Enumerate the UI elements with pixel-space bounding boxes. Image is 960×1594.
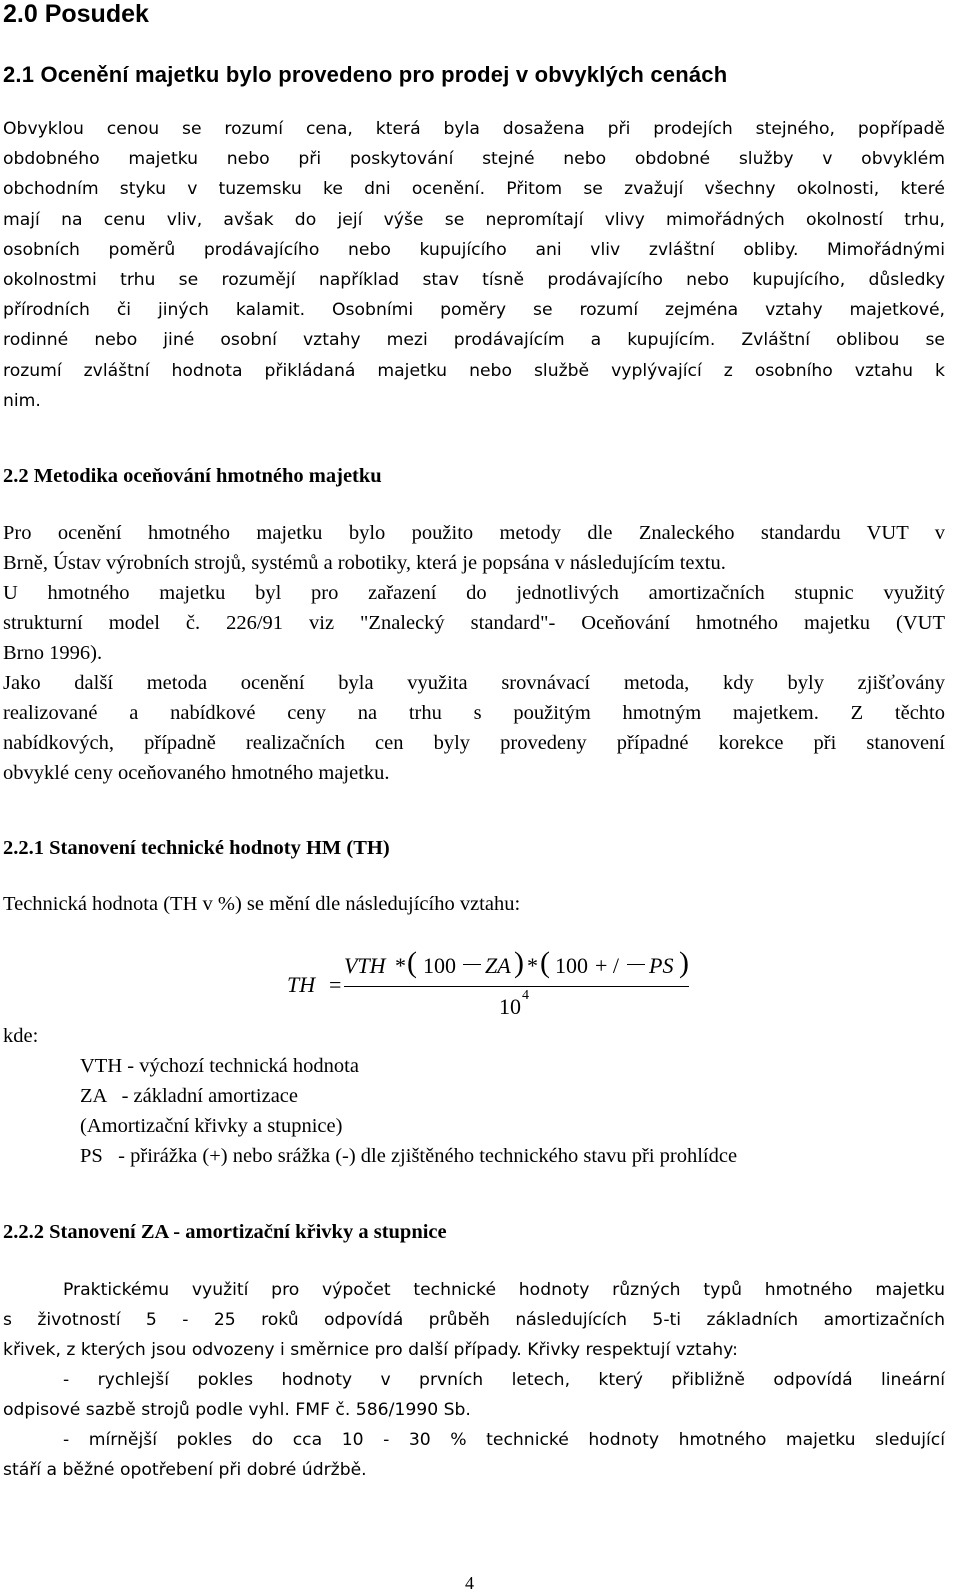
- formula-lhs: TH: [287, 972, 316, 997]
- definition-amortization-note: (Amortizační křivky a stupnice): [80, 1115, 343, 1137]
- paragraph-line: křivek, z kterých jsou odvozeny i směrnice pro další případy. Křivky respektují vztahy:: [3, 1340, 738, 1360]
- section-heading-2-2-1: 2.2.1 Stanovení technické hodnoty HM (TH): [3, 837, 390, 859]
- paragraph-line: Pro ocenění hmotného majetku bylo použito metody dle Znaleckého standardu VUT v: [3, 522, 945, 544]
- paragraph-line: Brno 1996).: [3, 642, 103, 664]
- section-heading-2-0: 2.0 Posudek: [3, 0, 149, 28]
- formula-minus: [463, 964, 481, 965]
- paragraph-line: nabídkových, případně realizačních cen byly provedeny případné korekce při stanovení: [3, 732, 945, 754]
- definition-vth: VTH - výchozí technická hodnota: [80, 1055, 359, 1077]
- formula-paren: ): [514, 946, 524, 979]
- formula-denominator-base: 10: [499, 994, 521, 1019]
- definition-list: [80, 1051, 737, 1171]
- paragraph-line: - rychlejší pokles hodnoty v prvních letech, který přibližně odpovídá lineární: [63, 1370, 945, 1390]
- section-heading-2-2: 2.2 Metodika oceňování hmotného majetku: [3, 465, 382, 487]
- paragraph-2-2-1: Technická hodnota (TH v %) se mění dle následujícího vztahu:: [3, 893, 521, 915]
- kde-label: kde:: [3, 1025, 39, 1047]
- section-heading-2-2-2: 2.2.2 Stanovení ZA - amortizační křivky a stupnice: [3, 1221, 447, 1243]
- paragraph-line: rodinné nebo jiné osobní vztahy mezi prodávajícím a kupujícím. Zvláštní oblibou se: [3, 330, 945, 351]
- formula-ps: PS: [649, 953, 674, 978]
- paragraph-2-2: [3, 518, 945, 788]
- formula-number: 100: [555, 953, 588, 978]
- formula-plus-slash: + /: [595, 953, 620, 978]
- paragraph-line: rozumí zvláštní hodnota přikládaná majetku nebo službě vyplývající z osobního vztahu k: [3, 360, 945, 381]
- paragraph-2-2-2: [3, 1275, 945, 1485]
- page-number: 4: [465, 1573, 474, 1593]
- paragraph-line: Brně, Ústav výrobních strojů, systémů a robotiky, která je popsána v následujícím textu.: [3, 552, 726, 574]
- section-heading-2-1: 2.1 Ocenění majetku bylo provedeno pro prodej v obvyklých cenách: [3, 62, 728, 87]
- paragraph-line: Praktickému využití pro výpočet technické hodnoty různých typů hmotného majetku: [63, 1280, 945, 1300]
- definition-za: ZA - základní amortizace: [80, 1085, 298, 1107]
- formula-za: ZA: [485, 953, 511, 978]
- paragraph-line: Obvyklou cenou se rozumí cena, která byla dosažena při prodejích stejného, popřípadě: [3, 119, 945, 139]
- formula-minus: [627, 964, 645, 965]
- formula-equals: =: [329, 972, 342, 997]
- paragraph-line: - mírnější pokles do cca 10 - 30 % technické hodnoty hmotného majetku sledující: [63, 1430, 945, 1450]
- paragraph-line: mají na cenu vliv, avšak do její výše se nepromítají vlivy mimořádných okolností trhu,: [3, 209, 945, 230]
- formula-denominator-exponent: 4: [522, 988, 529, 1003]
- paragraph-line: realizované a nabídkové ceny na trhu s použitým hmotným majetkem. Z těchto: [3, 702, 945, 724]
- formula-paren: (: [540, 946, 550, 979]
- fraction-bar: [344, 986, 689, 987]
- formula-vth: VTH: [344, 953, 386, 978]
- paragraph-line: strukturní model č. 226/91 viz "Znalecký standard"- Oceňování hmotného majetku (VUT: [3, 612, 945, 634]
- paragraph-line: obdobného majetku nebo při poskytování stejné nebo obdobné služby v obvyklém: [3, 149, 945, 170]
- paragraph-line: s životností 5 - 25 roků odpovídá průběh následujících 5-ti základních amortizačních: [3, 1310, 945, 1330]
- definition-ps: PS - přirážka (+) nebo srážka (-) dle zjištěného technického stavu při prohlídce: [80, 1145, 738, 1167]
- formula-star: *: [395, 953, 406, 978]
- paragraph-line: osobních poměrů prodávajícího nebo kupujícího ani vliv zvláštní obliby. Mimořádnými: [3, 239, 945, 260]
- paragraph-line: přírodních či jiných kalamit. Osobními poměry se rozumí zejména vztahy majetkové,: [3, 300, 945, 321]
- paragraph-line: U hmotného majetku byl pro zařazení do jednotlivých amortizačních stupnic využitý: [3, 582, 945, 604]
- paragraph-line: obchodním styku v tuzemsku ke dni ocenění. Přitom se zvažují všechny okolnosti, které: [3, 179, 945, 200]
- paragraph-line: obvyklé ceny oceňovaného hmotného majetku.: [3, 762, 390, 784]
- formula-paren: (: [407, 946, 417, 979]
- formula-th: [287, 946, 707, 1035]
- formula-paren: ): [679, 946, 689, 979]
- paragraph-line: stáří a běžné opotřebení při dobré údržbě.: [3, 1460, 367, 1480]
- formula-star: *: [527, 953, 538, 978]
- formula-number: 100: [423, 953, 456, 978]
- paragraph-line: Jako další metoda ocenění byla využita srovnávací metoda, kdy byly zjišťovány: [3, 672, 945, 694]
- paragraph-line: okolnostmi trhu se rozumějí například stav tísně prodávajícího nebo kupujícího, důsledky: [3, 270, 945, 291]
- paragraph-line: odpisové sazbě strojů podle vyhl. FMF č. 586/1990 Sb.: [3, 1400, 471, 1420]
- paragraph-2-1: [3, 114, 945, 416]
- paragraph-line: nim.: [3, 390, 41, 411]
